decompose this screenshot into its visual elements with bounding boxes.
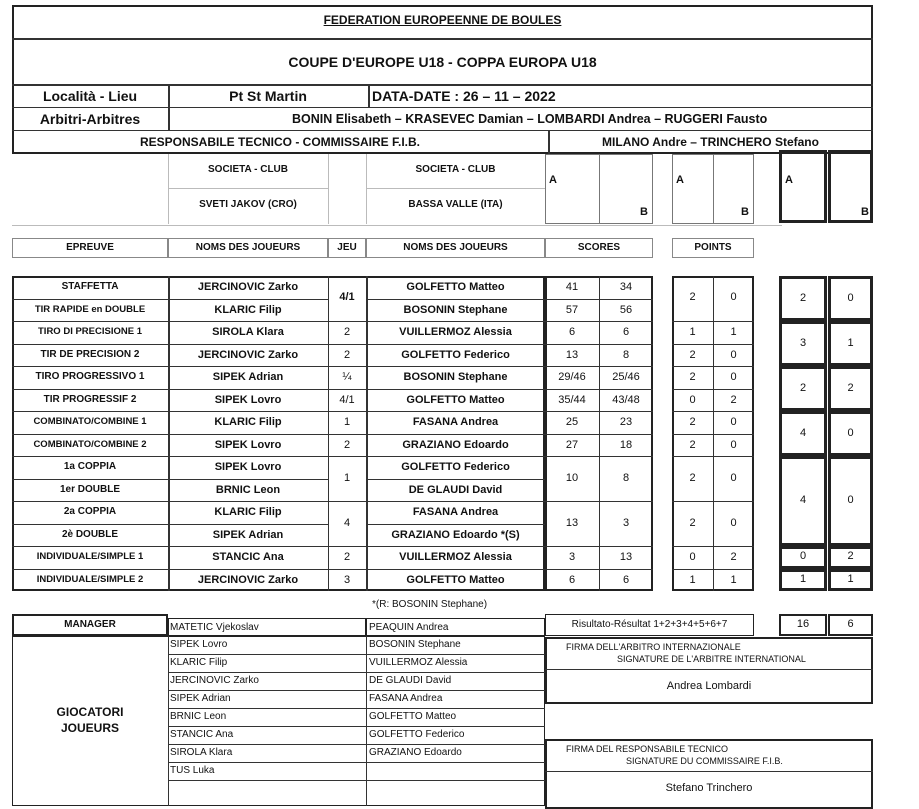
points-a: 1 <box>689 326 696 338</box>
player-a-list-item: KLARIC Filip <box>170 657 228 668</box>
coppia2-score-b: 3 <box>622 517 630 529</box>
jeu-value: ¼ <box>342 371 352 383</box>
coppia1-score-a: 10 <box>565 472 579 484</box>
score-b: 23 <box>619 416 633 428</box>
player-a: KLARIC Filip <box>214 506 282 518</box>
score-a: 41 <box>565 281 579 293</box>
points-b: 0 <box>730 416 737 428</box>
club-a-label: SOCIETA - CLUB <box>208 164 288 175</box>
player-a: SIPEK Lovro <box>214 393 282 406</box>
event-name: TIRO PROGRESSIVO 1 <box>35 371 145 382</box>
jeu-value: 3 <box>343 573 351 586</box>
referees-label: Arbitri-Arbitres <box>39 111 141 127</box>
player-a: SIROLA Klara <box>212 326 284 338</box>
points-a: 2 <box>689 416 696 428</box>
points-a: 0 <box>689 551 696 563</box>
event-name: 2è DOUBLE <box>61 528 119 540</box>
points-col-b: B <box>741 206 749 218</box>
player-a-list-item: BRNIC Leon <box>170 711 227 722</box>
total-a-value: 4 <box>799 426 807 439</box>
result-a: 16 <box>796 618 810 630</box>
player-b: DE GLAUDI David <box>408 483 503 496</box>
club-a-name: SVETI JAKOV (CRO) <box>199 199 297 210</box>
tech-label: RESPONSABILE TECNICO - COMMISSAIRE F.I.B. <box>139 135 421 149</box>
player-b: GRAZIANO Edoardo <box>402 438 509 451</box>
points-a: 2 <box>689 348 696 361</box>
points-b: 2 <box>730 551 737 563</box>
player-a: BRNIC Leon <box>215 483 281 496</box>
player-a-list-item: TUS Luka <box>170 765 215 776</box>
player-b-list-item: GOLFETTO Federico <box>369 729 465 740</box>
coppia2-jeu: 4 <box>343 517 351 529</box>
score-b: 25/46 <box>612 371 640 383</box>
score-a: 57 <box>565 303 579 316</box>
jeu-value: 2 <box>343 348 351 361</box>
scores-col-b: B <box>640 206 648 218</box>
tech-sig-label-1: FIRMA DEL RESPONSABILE TECNICO <box>566 744 729 754</box>
location-label: Località - Lieu <box>42 88 138 104</box>
club-b-name: BASSA VALLE (ITA) <box>408 199 503 210</box>
col-epreuve-text: EPREUVE <box>66 242 114 253</box>
points-b: 0 <box>730 438 737 451</box>
coppia1-points-b: 0 <box>730 472 737 484</box>
scores-col-a: A <box>549 174 557 186</box>
jeu-value: 4/1 <box>339 393 355 406</box>
score-a: 29/46 <box>558 371 586 383</box>
event-name: TIR RAPIDE en DOUBLE <box>34 303 146 315</box>
player-a-list-item: SIPEK Adrian <box>170 693 231 704</box>
coppia1-score-b: 8 <box>622 472 630 484</box>
points-a: 2 <box>689 371 696 383</box>
referee-sig-name: Andrea Lombardi <box>666 680 752 692</box>
points-b: 2 <box>730 393 737 406</box>
score-a: 3 <box>568 551 576 563</box>
score-a: 35/44 <box>558 393 586 406</box>
jeu-value: 2 <box>343 438 351 451</box>
score-b: 43/48 <box>612 393 640 406</box>
total-a-value: 1 <box>799 572 807 585</box>
event-name: TIR DE PRECISION 2 <box>40 348 140 360</box>
referees-value: BONIN Elisabeth – KRASEVEC Damian – LOMBARDI Andrea – RUGGERI Fausto <box>292 112 768 126</box>
player-a: STANCIC Ana <box>212 551 284 563</box>
player-a-list-item: SIROLA Klara <box>170 747 233 758</box>
score-a: 13 <box>565 348 579 361</box>
points-b: 1 <box>730 573 737 586</box>
player-a-list-item: JERCINOVIC Zarko <box>170 675 259 686</box>
col-jeu-text: JEU <box>337 242 357 253</box>
staffetta-points-b: 0 <box>730 291 737 303</box>
jeu-value: 1 <box>343 416 351 428</box>
players-label-1: GIOCATORI <box>56 705 124 719</box>
total-b-value: 0 <box>847 494 854 506</box>
coppia2-points-b: 0 <box>730 517 737 529</box>
player-b-list-item: DE GLAUDI David <box>369 675 452 686</box>
points-b: 0 <box>730 348 737 361</box>
event-name: TIRO DI PRECISIONE 1 <box>38 326 142 337</box>
coppia1-jeu: 1 <box>343 472 351 484</box>
points-a: 2 <box>689 438 696 451</box>
col-joueurs-b-text: NOMS DES JOUEURS <box>403 242 508 253</box>
total-col-a: A <box>785 174 793 186</box>
player-b: BOSONIN Stephane <box>403 371 508 383</box>
event-name: INDIVIDUALE/SIMPLE 1 <box>36 551 144 562</box>
score-b: 6 <box>622 326 630 338</box>
total-b-value: 0 <box>847 426 854 439</box>
total-a-value: 3 <box>799 336 807 349</box>
player-b-list-item: GOLFETTO Matteo <box>369 711 457 722</box>
coppia1-points-a: 2 <box>689 472 696 484</box>
points-col-a: A <box>676 174 684 186</box>
player-a: SIPEK Adrian <box>212 528 284 541</box>
header-frame <box>12 5 873 154</box>
player-a: KLARIC Filip <box>214 303 282 316</box>
player-b: GOLFETTO Federico <box>401 348 510 361</box>
event-name: 2a COPPIA <box>63 506 117 517</box>
player-b: GOLFETTO Matteo <box>406 573 505 586</box>
player-b: BOSONIN Stephane <box>403 303 508 316</box>
coppia2-points-a: 2 <box>689 517 696 529</box>
player-a: JERCINOVIC Zarko <box>197 281 299 293</box>
score-b: 56 <box>619 303 633 316</box>
player-a: KLARIC Filip <box>214 416 282 428</box>
points-b: 1 <box>730 326 737 338</box>
event-name: 1er DOUBLE <box>59 483 120 495</box>
total-b-value: 1 <box>847 572 854 585</box>
total-a-value: 2 <box>799 291 807 304</box>
player-b: GRAZIANO Edoardo *(S) <box>391 528 520 541</box>
result-b: 6 <box>847 618 854 630</box>
tech-sig-name: Stefano Trinchero <box>665 782 753 794</box>
total-b-value: 2 <box>847 381 854 394</box>
player-b-list-item: GRAZIANO Edoardo <box>369 747 462 758</box>
points-b: 0 <box>730 371 737 383</box>
result-label: Risultato-Résultat 1+2+3+4+5+6+7 <box>571 619 728 630</box>
player-b: GOLFETTO Matteo <box>406 281 505 293</box>
date-field: DATA-DATE : 26 – 11 – 2022 <box>372 88 556 104</box>
event-name: INDIVIDUALE/SIMPLE 2 <box>36 573 144 585</box>
event-name: COMBINATO/COMBINE 1 <box>33 416 147 427</box>
player-b: FASANA Andrea <box>412 416 499 428</box>
referee-sig-label-2: SIGNATURE DE L'ARBITRE INTERNATIONAL <box>617 654 806 664</box>
total-b-value: 0 <box>847 291 854 304</box>
col-points-text: POINTS <box>694 242 732 253</box>
tech-value: MILANO Andre – TRINCHERO Stefano <box>602 135 819 149</box>
player-a-list-item: STANCIC Ana <box>170 729 234 740</box>
player-b: VUILLERMOZ Alessia <box>399 551 512 563</box>
jeu-value: 2 <box>343 551 351 563</box>
total-b-value: 2 <box>847 550 854 563</box>
substitute-note: *(R: BOSONIN Stephane) <box>372 599 488 610</box>
manager-a: MATETIC Vjekoslav <box>170 622 259 633</box>
total-a-header <box>779 150 827 223</box>
player-a: SIPEK Lovro <box>214 461 282 473</box>
score-a: 27 <box>565 438 579 451</box>
tech-sig-label-2: SIGNATURE DU COMMISSAIRE F.I.B. <box>626 756 783 766</box>
manager-b: PEAQUIN Andrea <box>369 622 449 633</box>
score-b: 18 <box>619 438 633 451</box>
score-b: 6 <box>622 573 630 586</box>
manager-label: MANAGER <box>64 619 116 630</box>
score-a: 6 <box>568 326 576 338</box>
event-name: STAFFETTA <box>61 281 119 292</box>
total-a-value: 2 <box>799 381 807 394</box>
score-b: 13 <box>619 551 633 563</box>
club-b-label: SOCIETA - CLUB <box>415 164 496 175</box>
jeu-value: 2 <box>343 326 351 338</box>
player-a: JERCINOVIC Zarko <box>197 573 299 586</box>
total-b-value: 1 <box>847 336 854 349</box>
player-a: JERCINOVIC Zarko <box>197 348 299 361</box>
player-b-list-item: VUILLERMOZ Alessia <box>369 657 468 668</box>
total-col-b: B <box>861 206 869 218</box>
points-a: 1 <box>689 573 696 586</box>
staffetta-points-a: 2 <box>689 291 696 303</box>
player-a: SIPEK Lovro <box>214 438 282 451</box>
coppia2-score-a: 13 <box>565 517 579 529</box>
player-b: FASANA Andrea <box>412 506 499 518</box>
staffetta-jeu: 4/1 <box>339 291 355 303</box>
score-a: 6 <box>568 573 576 586</box>
event-name: TIR PROGRESSIF 2 <box>43 393 137 405</box>
federation-title: FEDERATION EUROPEENNE DE BOULES <box>323 13 562 27</box>
player-b: GOLFETTO Matteo <box>406 393 505 406</box>
total-a-value: 4 <box>799 494 807 506</box>
event-name: 1a COPPIA <box>63 461 117 472</box>
col-scores-text: SCORES <box>577 242 621 253</box>
players-label-2: JOUEURS <box>60 721 119 735</box>
player-b: GOLFETTO Federico <box>401 461 510 473</box>
referee-sig-label-1: FIRMA DELL'ARBITRO INTERNAZIONALE <box>566 642 741 652</box>
player-b: VUILLERMOZ Alessia <box>399 326 512 338</box>
score-a: 25 <box>565 416 579 428</box>
col-joueurs-a-text: NOMS DES JOUEURS <box>195 242 301 253</box>
score-b: 34 <box>619 281 633 293</box>
total-a-value: 0 <box>799 550 807 563</box>
player-b-list-item: FASANA Andrea <box>369 693 443 704</box>
score-b: 8 <box>622 348 630 361</box>
player-b-list-item: BOSONIN Stephane <box>369 639 461 650</box>
points-a: 0 <box>689 393 696 406</box>
event-name: COMBINATO/COMBINE 2 <box>33 438 147 450</box>
player-a-list-item: SIPEK Lovro <box>170 639 228 650</box>
player-a: SIPEK Adrian <box>212 371 284 383</box>
location-value: Pt St Martin <box>229 88 307 104</box>
competition-title: COUPE D'EUROPE U18 - COPPA EUROPA U18 <box>288 54 597 70</box>
